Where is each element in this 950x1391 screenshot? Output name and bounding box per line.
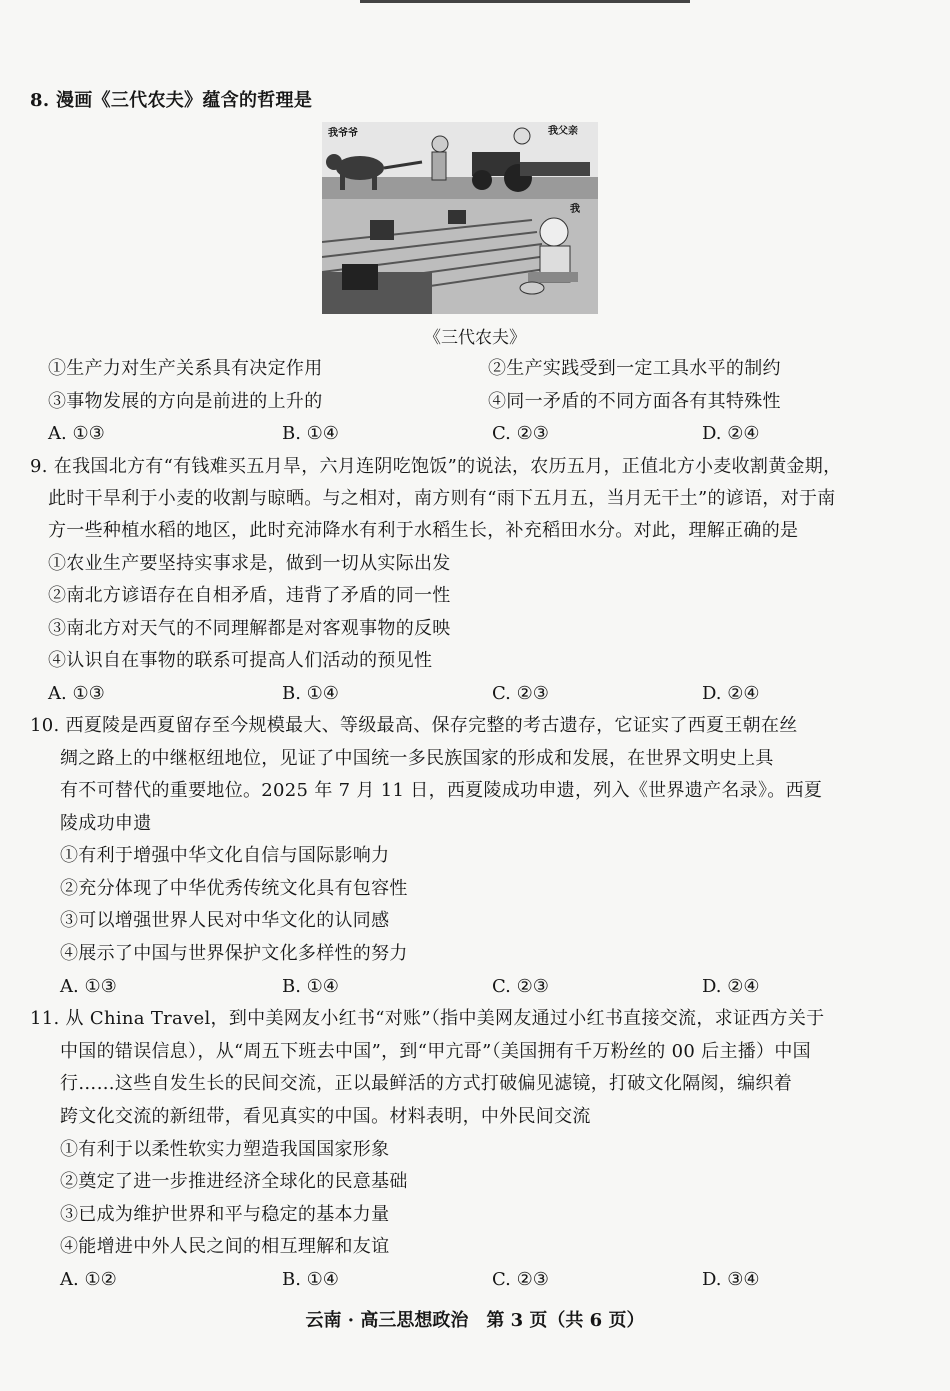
q10-option-b: B. ①④ [282, 976, 339, 997]
q8-option-a: A. ①③ [48, 423, 105, 444]
q9-option-a: A. ①③ [48, 683, 105, 704]
q11-item-2: ②奠定了进一步推进经济全球化的民意基础 [60, 1171, 408, 1192]
q10-item-1: ①有利于增强中华文化自信与国际影响力 [60, 845, 390, 866]
q11-item-1: ①有利于以柔性软实力塑造我国国家形象 [60, 1139, 390, 1160]
q10-item-2: ②充分体现了中华优秀传统文化具有包容性 [60, 878, 408, 899]
q9-item-1: ①农业生产要坚持实事求是，做到一切从实际出发 [48, 553, 451, 574]
q11-option-c: C. ②③ [492, 1269, 549, 1290]
q8-option-d: D. ②④ [702, 423, 760, 444]
q10-option-c: C. ②③ [492, 976, 549, 997]
q9-stem-line-3: 方一些种植水稻的地区，此时充沛降水有利于水稻生长，补充稻田水分。对此，理解正确的是 [48, 520, 799, 541]
q11-stem-line-4: 跨文化交流的新纽带，看见真实的中国。材料表明，中外民间交流 [60, 1106, 591, 1127]
label-father: 我父亲 [548, 126, 578, 137]
q8-figure-caption: 《三代农夫》 [424, 328, 526, 348]
q11-item-3: ③已成为维护世界和平与稳定的基本力量 [60, 1204, 390, 1225]
q9-stem-line-2: 此时干旱利于小麦的收割与晾晒。与之相对，南方则有“雨下五月五，当月无干土”的谚语，对于南 [48, 488, 836, 509]
q9-item-2: ②南北方谚语存在自相矛盾，违背了矛盾的同一性 [48, 585, 451, 606]
q10-option-a: A. ①③ [60, 976, 117, 997]
q11-stem-line-1: 11. 从 China Travel，到中美网友小红书“对账”（指中美网友通过小红书直接交流，求证西方关于 [30, 1008, 825, 1029]
q9-item-3: ③南北方对天气的不同理解都是对客观事物的反映 [48, 618, 451, 639]
q10-stem-line-4: 陵成功申遗 [60, 813, 152, 834]
scan-edge-mark [360, 0, 690, 3]
q8-stem: 8. 漫画《三代农夫》蕴含的哲理是 [30, 90, 313, 111]
q8-item-1: ①生产力对生产关系具有决定作用 [48, 358, 323, 379]
q9-option-d: D. ②④ [702, 683, 760, 704]
q10-stem-line-2: 绸之路上的中继枢纽地位，见证了中国统一多民族国家的形成和发展，在世界文明史上具 [60, 748, 774, 769]
q10-option-d: D. ②④ [702, 976, 760, 997]
q8-item-4: ④同一矛盾的不同方面各有其特殊性 [488, 391, 781, 412]
q8-option-b: B. ①④ [282, 423, 339, 444]
label-grandfather: 我爷爷 [328, 128, 358, 139]
q9-option-b: B. ①④ [282, 683, 339, 704]
page-footer: 云南 · 高三思想政治 第 3 页（共 6 页） [305, 1310, 645, 1331]
q11-item-4: ④能增进中外人民之间的相互理解和友谊 [60, 1236, 390, 1257]
q11-stem-line-2: 中国的错误信息），从“周五下班去中国”，到“甲亢哥”（美国拥有千万粉丝的 00 后主播）中国 [60, 1041, 811, 1062]
q10-item-3: ③可以增强世界人民对中华文化的认同感 [60, 910, 390, 931]
q10-item-4: ④展示了中国与世界保护文化多样性的努力 [60, 943, 408, 964]
q8-option-c: C. ②③ [492, 423, 549, 444]
q11-stem-line-3: 行……这些自发生长的民间交流，正以最鲜活的方式打破偏见滤镜，打破文化隔阂，编织着 [60, 1073, 792, 1094]
q9-stem-line-1: 9. 在我国北方有“有钱难买五月旱，六月连阴吃饱饭”的说法，农历五月，正值北方小麦收割黄金期， [30, 456, 842, 477]
q8-item-2: ②生产实践受到一定工具水平的制约 [488, 358, 781, 379]
q11-option-a: A. ①② [60, 1269, 117, 1290]
q10-stem-line-3: 有不可替代的重要地位。2025 年 7 月 11 日，西夏陵成功申遗，列入《世界遗产名录》。西夏 [60, 780, 823, 801]
q11-option-b: B. ①④ [282, 1269, 339, 1290]
q10-stem-line-1: 10. 西夏陵是西夏留存至今规模最大、等级最高、保存完整的考古遗存，它证实了西夏王朝在丝 [30, 715, 798, 736]
cartoon-illustration [322, 122, 598, 314]
q9-item-4: ④认识自在事物的联系可提高人们活动的预见性 [48, 650, 433, 671]
cartoon-three-generations-farmers [322, 122, 598, 314]
q11-option-d: D. ③④ [702, 1269, 760, 1290]
q8-item-3: ③事物发展的方向是前进的上升的 [48, 391, 323, 412]
q9-option-c: C. ②③ [492, 683, 549, 704]
label-me: 我 [570, 204, 580, 215]
